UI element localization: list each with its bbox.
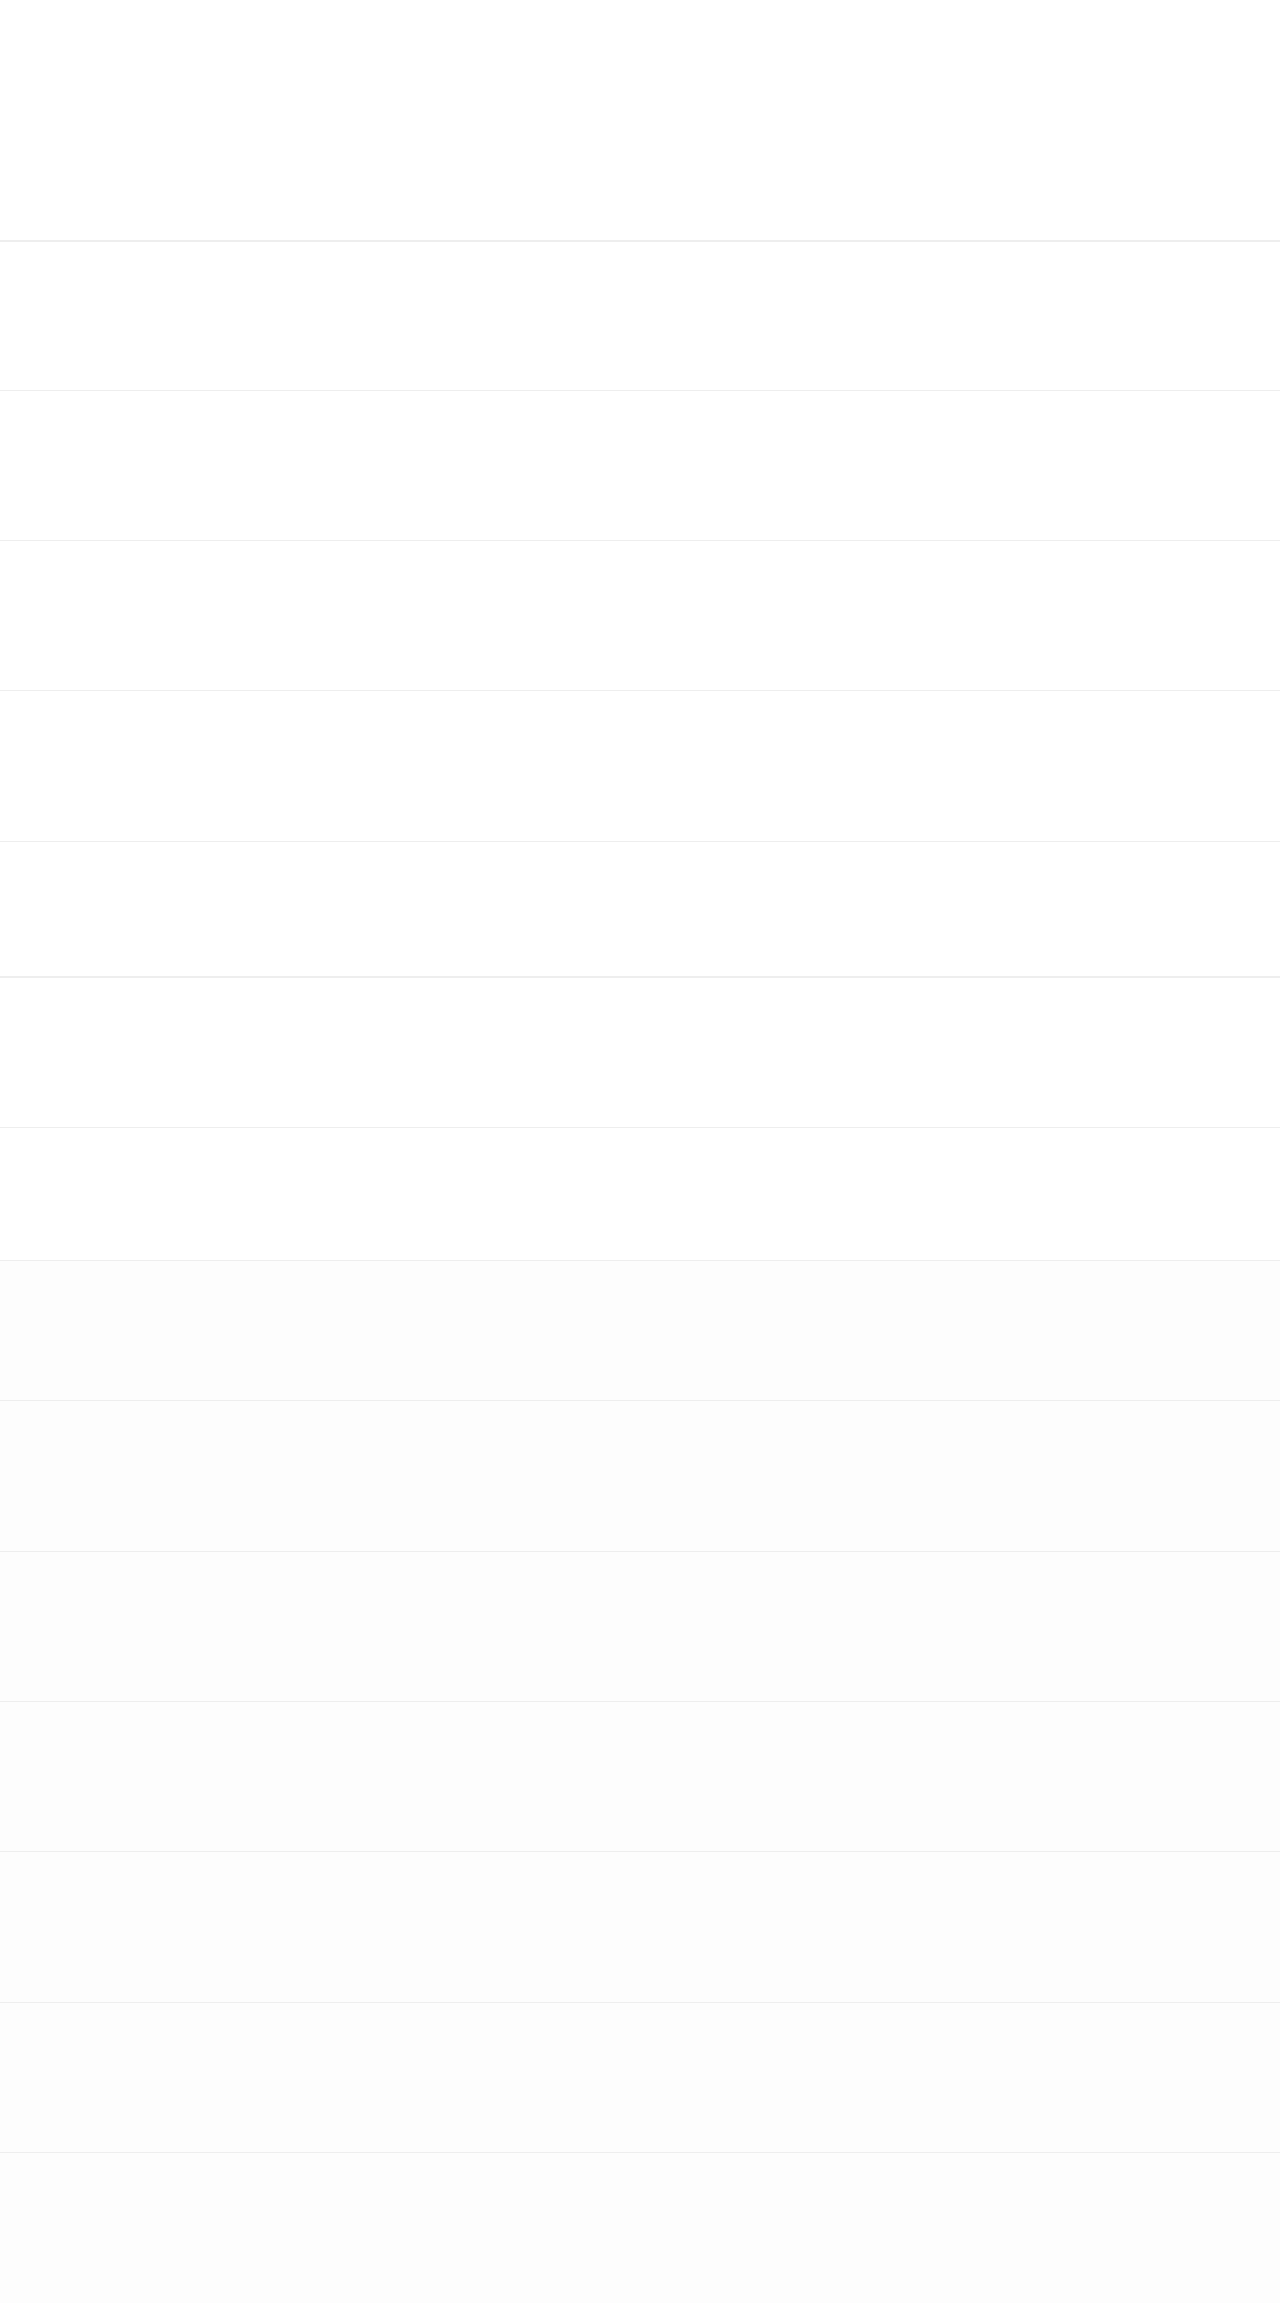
list-row[interactable] xyxy=(0,1551,1280,1701)
list-row[interactable] xyxy=(0,690,1280,841)
blank-header-area xyxy=(0,0,1280,240)
upper-list xyxy=(0,240,1280,976)
list-row[interactable] xyxy=(0,2152,1280,2303)
list-row[interactable] xyxy=(0,240,1280,390)
list-row[interactable] xyxy=(0,1400,1280,1551)
list-row[interactable] xyxy=(0,1851,1280,2002)
list-row[interactable] xyxy=(0,1260,1280,1400)
list-row[interactable] xyxy=(0,2002,1280,2152)
list-row[interactable] xyxy=(0,1701,1280,1851)
list-row[interactable] xyxy=(0,390,1280,540)
list-row[interactable] xyxy=(0,841,1280,976)
lower-list xyxy=(0,976,1280,2303)
list-row[interactable] xyxy=(0,1127,1280,1260)
list-row[interactable] xyxy=(0,540,1280,690)
list-row[interactable] xyxy=(0,976,1280,1127)
